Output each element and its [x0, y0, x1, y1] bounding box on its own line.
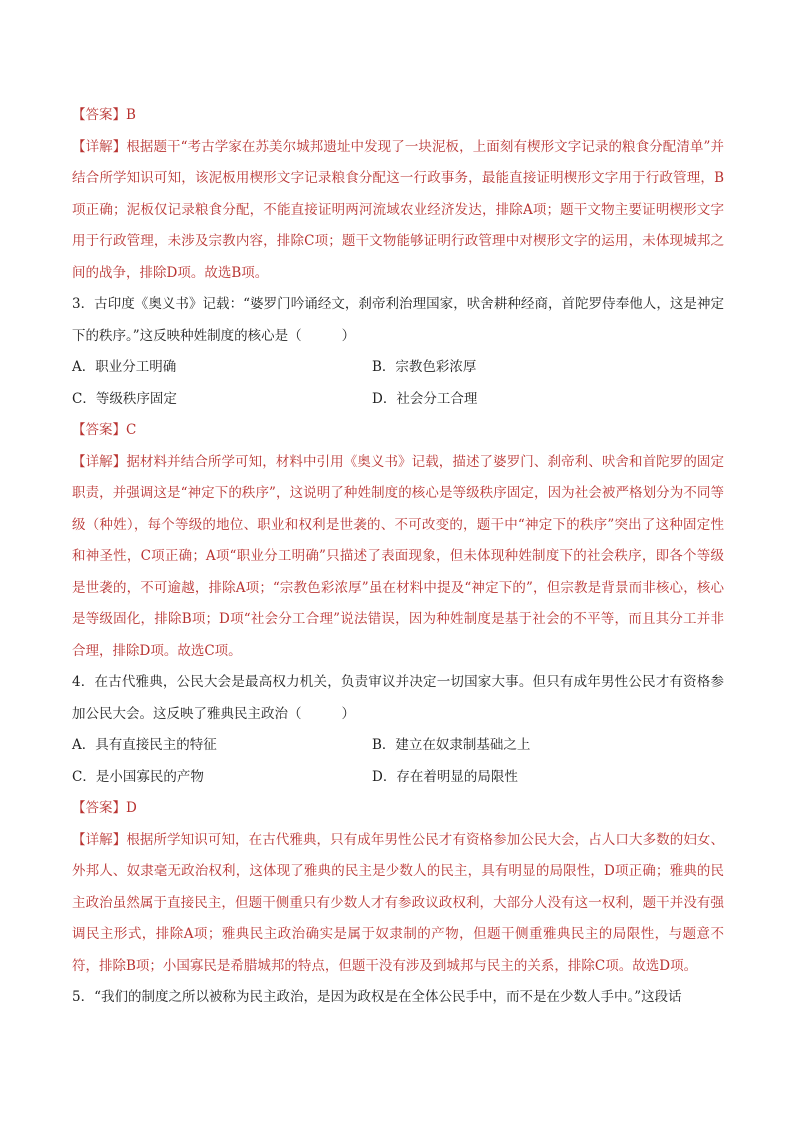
- page-content: [72, 100, 724, 1014]
- answer-value: B: [126, 107, 136, 123]
- answer-value: D: [126, 800, 137, 816]
- answer-label: 【答案】: [72, 107, 126, 123]
- detail-text: 据材料并结合所学可知，材料中引用《奥义书》记载，描述了婆罗门、刹帝利、吠舍和首陀罗的固定职责，并强调这是“神定下的秩序”，这说明了种姓制度的核心是等级秩序固定，因为社会被严格划分为不同等级（种姓），每个等级的地位、职业和权利是世袭的、不可改变的，题干中“神定下的秩序”突出了这种固定性和神圣性，C项正确；A项“职业分工明确”只描述了表面现象，但未体现种姓制度下的社会秩序，即各个等级是世袭的，不可逾越，排除A项；“宗教色彩浓厚”虽在材料中提及“神定下的”，但宗教是背景而非核心，核心是等级固化，排除B项；D项“社会分工合理”说法错误，因为种姓制度是基于社会的不平等，而且其分工并非合理，排除D项。故选C项。: [72, 453, 725, 659]
- option-c: C．是小国寡民的产物: [72, 768, 204, 785]
- options-q4: [72, 730, 724, 793]
- option-b: B．宗教色彩浓厚: [372, 359, 477, 375]
- option-d: D．社会分工合理: [372, 390, 478, 407]
- question-stem-3: [72, 289, 724, 352]
- option-c: C．等级秩序固定: [72, 390, 177, 407]
- answer-line-q4: [72, 793, 724, 825]
- question-stem-text: 5．“我们的制度之所以被称为民主政治，是因为政权是在全体公民手中，而不是在少数人手中。”这段话: [72, 989, 682, 1005]
- question-stem-close: ）: [341, 705, 355, 722]
- answer-label: 【答案】: [72, 422, 126, 438]
- detail-text: 根据所学知识可知，在古代雅典，只有成年男性公民才有资格参加公民大会，占人口大多数的妇女、外邦人、奴隶毫无政治权利，这体现了雅典的民主是少数人的民主，具有明显的局限性，D项正确；雅典的民主政治虽然属于直接民主，但题干侧重只有少数人才有参政议政权利，大部分人没有这一权利，题干并没有强调民主形式，排除A项；雅典民主政治确实是属于奴隶制的产物，但题干侧重雅典民主的局限性，与题意不符，排除B项；小国寡民是希腊城邦的特点，但题干没有涉及到城邦与民主的关系，排除C项。故选D项。: [72, 831, 725, 974]
- answer-line-q2: [72, 100, 724, 132]
- detail-paragraph-q2: [72, 132, 724, 290]
- question-stem-text: 3．古印度《奥义书》记载：“婆罗门吟诵经文，刹帝利治理国家，吠舍耕种经商，首陀罗侍奉他人，这是神定下的秩序。”这反映种姓制度的核心是（: [72, 296, 724, 344]
- options-q3: [72, 352, 724, 415]
- option-d: D．存在着明显的局限性: [372, 768, 518, 785]
- answer-label: 【答案】: [72, 800, 126, 816]
- option-a: A．具有直接民主的特征: [72, 737, 217, 753]
- question-stem-close: ）: [341, 327, 356, 344]
- option-a: A．职业分工明确: [72, 359, 177, 375]
- detail-text: 根据题干“考古学家在苏美尔城邦遗址中发现了一块泥板，上面刻有楔形文字记录的粮食分配清单”并结合所学知识可知，该泥板用楔形文字记录粮食分配这一行政事务，最能直接证明楔形文字用于行政管理，B项正确；泥板仅记录粮食分配，不能直接证明两河流域农业经济发达，排除A项；题干文物主要证明楔形文字用于行政管理，未涉及宗教内容，排除C项；题干文物能够证明行政管理中对楔形文字的运用，未体现城邦之间的战争，排除D项。故选B项。: [72, 138, 724, 281]
- question-stem-5: [72, 982, 724, 1014]
- detail-paragraph-q4: [72, 825, 724, 983]
- question-stem-4: [72, 667, 724, 730]
- option-b: B．建立在奴隶制基础之上: [372, 737, 531, 753]
- answer-value: C: [126, 422, 137, 438]
- detail-label: 【详解】: [72, 831, 127, 848]
- answer-line-q3: [72, 415, 724, 447]
- question-stem-text: 4．在古代雅典，公民大会是最高权力机关，负责审议并决定一切国家大事。但只有成年男性公民才有资格参加公民大会。这反映了雅典民主政治（: [72, 674, 724, 722]
- detail-label: 【详解】: [72, 453, 127, 470]
- detail-paragraph-q3: [72, 447, 724, 668]
- detail-label: 【详解】: [72, 138, 127, 155]
